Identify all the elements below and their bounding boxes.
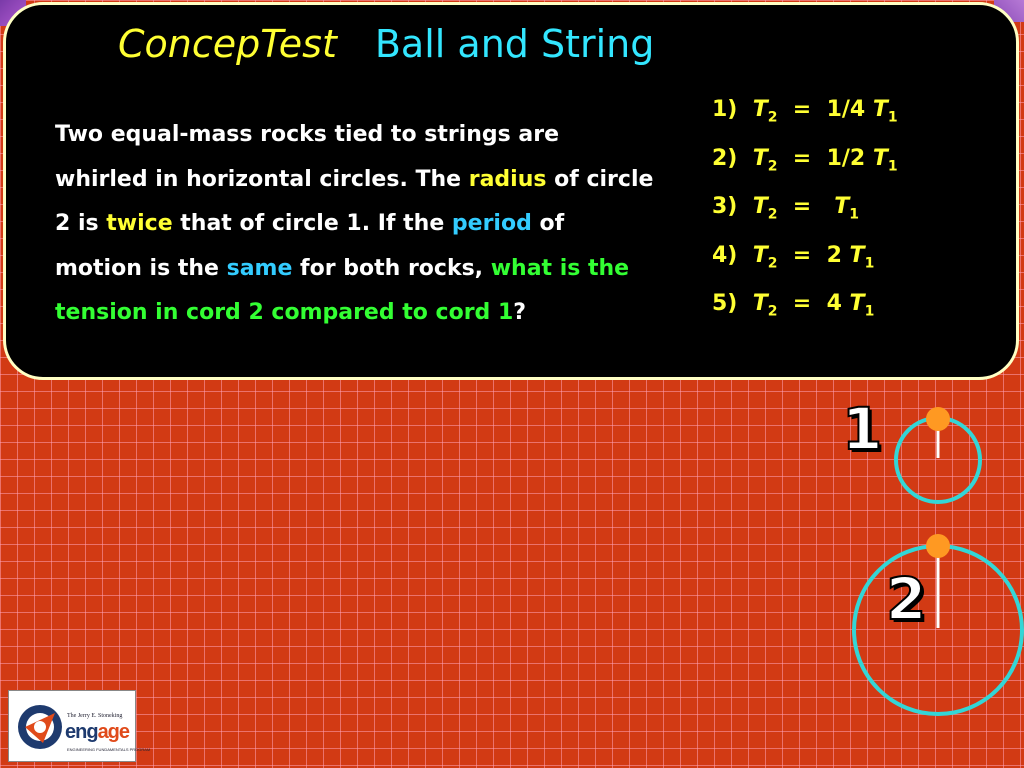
question-part: of motion is the [55,211,565,281]
logo-wordmark: engage [65,721,130,743]
answer-option-2[interactable]: 2) $T_2 = 1/2$ $T_1$ [712,145,898,174]
rock-2 [926,534,950,558]
highlight-question: what is the tension in cord 2 compared to cord 1 [55,255,630,325]
question-part: Two equal-mass rocks tied to strings are whirled in horizontal circles. The [55,122,560,192]
question-part: of circle 2 is [55,166,654,236]
engage-logo [8,690,151,762]
answer-option-1[interactable]: 1) $T_2 = 1/4$ $T_1$ [712,97,898,126]
answer-option-5[interactable]: 5) $T_2 = 4$ $T_1$ [712,291,875,320]
title-topic: Ball and String [374,22,655,66]
logo-tagline: ENGINEERING FUNDAMENTALS PROGRAM [67,747,151,752]
logo-swirl-icon [15,699,65,755]
label-circle-2: 2 [886,565,927,633]
highlight-radius: radius [468,166,547,192]
question-part: that of circle 1. If the [172,211,452,236]
title-conceptest: ConcepTest [118,22,337,66]
answer-option-4[interactable]: 4) $T_2 = 2$ $T_1$ [712,242,875,271]
highlight-period: period [451,211,532,236]
answer-option-3[interactable]: 3) $T_2$ = $T_1$ [712,194,859,223]
question-part: for both rocks, [292,255,491,281]
highlight-same: same [226,255,293,281]
rock-1 [926,407,950,431]
label-circle-1: 1 [842,395,883,463]
highlight-twice: twice [106,211,173,236]
logo-small-text: The Jerry E. Stoneking [67,713,123,719]
question-part: ? [513,300,527,325]
